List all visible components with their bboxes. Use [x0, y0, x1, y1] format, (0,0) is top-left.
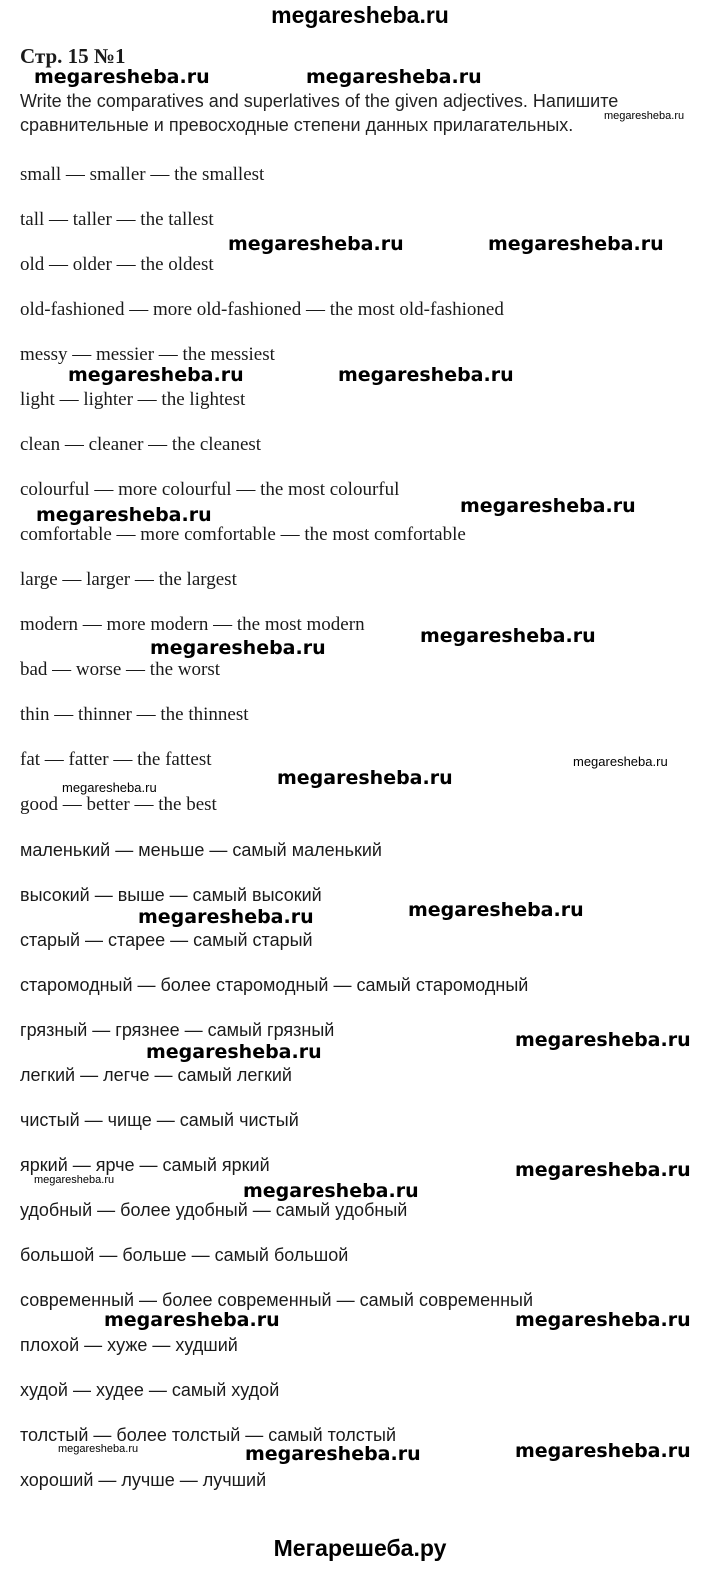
answer-line-en: bad — worse — the worst [20, 659, 220, 680]
answer-line-en: old — older — the oldest [20, 254, 214, 275]
site-header: megaresheba.ru [271, 2, 449, 28]
watermark: megaresheba.ru [515, 1440, 691, 1462]
watermark: megaresheba.ru [460, 495, 636, 517]
answer-line-en: good — better — the best [20, 794, 217, 815]
answers-list [20, 158, 533, 1508]
answer-line-ru: яркий — ярче — самый яркий [20, 1155, 270, 1175]
answer-line-en: tall — taller — the tallest [20, 209, 214, 230]
answer-line-ru: высокий — выше — самый высокий [20, 885, 322, 905]
watermark: megaresheba.ru [146, 1041, 322, 1063]
answer-line-en: small — smaller — the smallest [20, 164, 265, 185]
watermark: megaresheba.ru [408, 899, 584, 921]
watermark: megaresheba.ru [277, 767, 453, 789]
answer-line-ru: современный — более современный — самый современный [20, 1290, 533, 1310]
task-instruction: Write the comparatives and superlatives of the given adjectives. Напишите сравнительные и превосходные степени данных прилагательных. [20, 91, 619, 135]
answer-line-ru: маленький — меньше — самый маленький [20, 840, 382, 860]
answer-line-ru: легкий — легче — самый легкий [20, 1065, 292, 1085]
watermark: megaresheba.ru [515, 1159, 691, 1181]
watermark: megaresheba.ru [243, 1180, 419, 1202]
watermark: megaresheba.ru [604, 110, 685, 122]
answer-line-en: light — lighter — the lightest [20, 389, 246, 410]
answer-line-ru: удобный — более удобный — самый удобный [20, 1200, 408, 1220]
task-title: Стр. 15 №1 [20, 44, 126, 68]
answer-line-en: old-fashioned — more old-fashioned — the most old-fashioned [20, 299, 504, 320]
answer-line-en: colourful — more colourful — the most colourful [20, 479, 400, 500]
watermark: megaresheba.ru [420, 625, 596, 647]
watermark: megaresheba.ru [488, 233, 664, 255]
answer-line-ru: худой — худее — самый худой [20, 1380, 280, 1400]
watermark: megaresheba.ru [150, 637, 326, 659]
site-footer: Мегарешеба.ру [273, 1535, 447, 1561]
watermark: megaresheba.ru [306, 66, 482, 88]
answer-line-ru: старомодный — более старомодный — самый старомодный [20, 975, 529, 995]
watermark: megaresheba.ru [58, 1443, 139, 1455]
answer-line-en: fat — fatter — the fattest [20, 749, 212, 770]
watermark: megaresheba.ru [515, 1309, 691, 1331]
watermark: megaresheba.ru [138, 906, 314, 928]
watermark: megaresheba.ru [573, 754, 668, 769]
watermark: megaresheba.ru [104, 1309, 280, 1331]
answer-line-ru: хороший — лучше — лучший [20, 1470, 267, 1490]
watermark: megaresheba.ru [338, 364, 514, 386]
answer-line-en: clean — cleaner — the cleanest [20, 434, 262, 455]
watermark: megaresheba.ru [62, 780, 157, 795]
watermark: megaresheba.ru [245, 1443, 421, 1465]
answer-line-en: large — larger — the largest [20, 569, 237, 590]
watermark: megaresheba.ru [68, 364, 244, 386]
watermark: megaresheba.ru [515, 1029, 691, 1051]
answer-line-ru: чистый — чище — самый чистый [20, 1110, 299, 1130]
watermark: megaresheba.ru [34, 66, 210, 88]
answer-line-ru: толстый — более толстый — самый толстый [20, 1425, 397, 1445]
answer-line-en: thin — thinner — the thinnest [20, 704, 249, 725]
answer-line-en: comfortable — more comfortable — the most comfortable [20, 524, 466, 545]
watermark: megaresheba.ru [228, 233, 404, 255]
answer-line-ru: грязный — грязнее — самый грязный [20, 1020, 335, 1040]
watermark: megaresheba.ru [34, 1174, 115, 1186]
watermark: megaresheba.ru [36, 504, 212, 526]
answer-line-ru: плохой — хуже — худший [20, 1335, 238, 1355]
answer-line-en: modern — more modern — the most modern [20, 614, 365, 635]
answer-line-ru: большой — больше — самый большой [20, 1245, 349, 1265]
answer-line-ru: старый — старее — самый старый [20, 930, 313, 950]
answer-line-en: messy — messier — the messiest [20, 344, 275, 365]
